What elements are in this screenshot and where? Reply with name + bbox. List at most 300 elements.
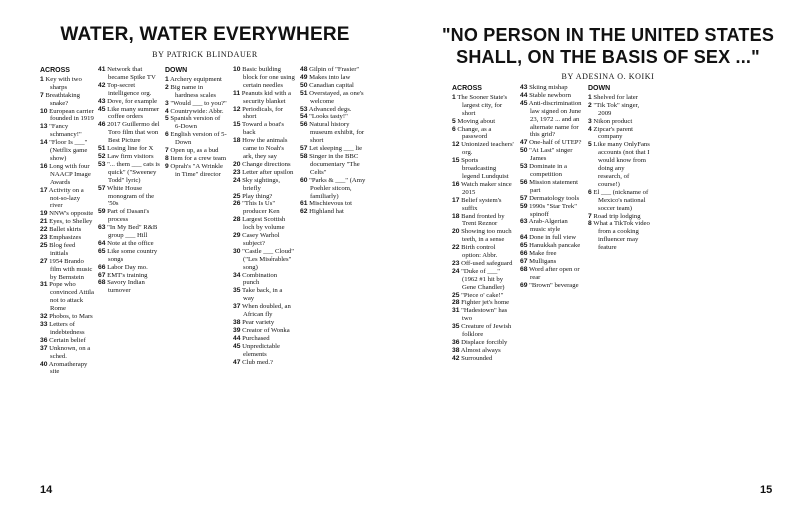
- clue: [452, 347, 514, 355]
- clue: [452, 292, 514, 300]
- clue: [520, 84, 582, 92]
- clue: [40, 163, 94, 187]
- clue-number: 64: [98, 239, 106, 247]
- clue-text: Fighter jet's home: [461, 299, 510, 307]
- clue: [233, 248, 295, 272]
- clue: [98, 161, 160, 185]
- clue-number: 57: [520, 194, 528, 202]
- clue: [588, 213, 650, 221]
- clue: [452, 260, 514, 268]
- clue-number: 44: [233, 334, 241, 342]
- left-clue-col-1: [40, 66, 94, 376]
- clue-text: Countrywide: Abbr.: [170, 107, 224, 115]
- clue-text: The Sooner State's largest city, for short: [457, 93, 508, 117]
- clue: [588, 102, 650, 118]
- clue-number: 4: [588, 125, 592, 133]
- clue: [40, 345, 94, 361]
- clue-number: 21: [40, 218, 48, 226]
- clue-heading: ACROSS: [40, 67, 70, 74]
- clue-text: Phobos, to Mars: [49, 313, 93, 321]
- clue-number: 45: [233, 342, 241, 350]
- clue: [300, 90, 366, 106]
- clue-number: 27: [40, 257, 48, 265]
- clue-text: Change directions: [242, 160, 291, 168]
- clue-text: Surrounded: [461, 354, 493, 362]
- clue-number: 15: [233, 121, 241, 129]
- clue-text: "This Is Us" producer Ken: [242, 200, 280, 216]
- right-clue-col-3: [588, 84, 650, 252]
- clue-number: 59: [520, 202, 528, 210]
- clue-heading: ACROSS: [452, 85, 482, 92]
- clue-text: Unknown, on a sched.: [49, 344, 91, 360]
- clue: [233, 161, 295, 169]
- clue-text: Sky sightings, briefly: [242, 176, 281, 192]
- clue-text: 2017 Guillermo del Toro film that won Best Picture: [107, 121, 160, 145]
- right-title-line1: "NO PERSON IN THE UNITED STATES: [441, 25, 775, 45]
- left-clue-col-4: [233, 66, 295, 366]
- clue-text: Blog feed initials: [49, 241, 76, 257]
- clue-number: 4: [165, 107, 169, 115]
- clue-number: 50: [300, 81, 308, 89]
- clue: [520, 218, 582, 234]
- clue-text: Gilpin of "Frasier": [309, 66, 360, 73]
- clue-text: "Would ___ to you?": [170, 99, 227, 107]
- clue: [40, 337, 94, 345]
- clue-text: Certain belief: [49, 336, 86, 344]
- left-page-number: 14: [40, 484, 53, 496]
- left-puzzle-title: WATER, WATER EVERYWHERE: [60, 24, 350, 45]
- clue-text: Peanuts kid with a security blanket: [241, 89, 291, 105]
- clue-text: Law firm visitors: [107, 152, 154, 160]
- clue-text: One-half of UTEP?: [529, 139, 582, 147]
- clue-text: "... them ___ cats is quick" ("Sweeney Todd" lyric): [107, 160, 160, 184]
- clue-text: Club med.?: [242, 358, 273, 366]
- clue: [40, 242, 94, 258]
- clue-number: 33: [40, 321, 48, 328]
- clue-text: Ballet skirts: [49, 226, 82, 234]
- clue: [588, 126, 650, 142]
- clue-text: "At Last" singer James: [529, 147, 573, 163]
- clue-number: 10: [40, 107, 48, 115]
- clue-number: 65: [98, 247, 106, 255]
- clue-text: Combination punch: [242, 271, 278, 287]
- clue-text: "Castle ___ Cloud" ("Les Misérables" song): [242, 247, 295, 271]
- clue: [520, 258, 582, 266]
- clue-text: Singer in the BBC documentary "The Celts": [309, 152, 360, 176]
- clue-number: 32: [40, 313, 48, 321]
- clue: [452, 181, 514, 197]
- clue-text: Stable newborn: [529, 91, 571, 99]
- clue-number: 38: [233, 319, 241, 326]
- clue-number: 35: [452, 323, 460, 331]
- clue-number: 12: [233, 105, 241, 113]
- clue: [452, 268, 514, 292]
- clue-text: "In My Bed" R&B group ___ Hill: [107, 224, 158, 240]
- clue-text: Note at the office: [107, 239, 154, 247]
- clue: [40, 361, 94, 377]
- clue-text: Overstayed, as one's welcome: [309, 89, 364, 105]
- clue-text: Mischievous tot: [309, 200, 353, 208]
- right-clue-col-2: [520, 84, 582, 290]
- clue-text: Losing line for X: [107, 145, 154, 153]
- clue-text: "Floor Is ___" (Netflix game show): [49, 139, 88, 162]
- clue: [452, 299, 514, 307]
- clue-number: 24: [452, 267, 460, 275]
- clue: [300, 153, 366, 177]
- clue-number: 3: [165, 99, 169, 107]
- clue-number: 65: [520, 242, 528, 250]
- clue-text: Zipcar's parent company: [593, 125, 634, 141]
- clue: [165, 147, 227, 155]
- clue: [233, 359, 295, 367]
- clue-number: 20: [452, 228, 460, 236]
- clue-text: Pear variety: [242, 319, 275, 326]
- clue-text: Moving about: [457, 117, 496, 125]
- clue-number: 37: [40, 344, 48, 352]
- clue-number: 18: [233, 137, 241, 145]
- clue-number: 5: [588, 141, 592, 149]
- clue-text: Pope who convinced Attila not to attack Rome: [49, 281, 95, 313]
- clue: [452, 228, 514, 244]
- clue-text: Canadian capital: [309, 81, 354, 89]
- clue-number: 2: [588, 101, 592, 109]
- clue-text: White House monogram of the '50s: [107, 184, 155, 208]
- clue: [520, 100, 582, 140]
- clue: [165, 163, 227, 179]
- clue-text: Item for a crew team: [170, 154, 227, 162]
- clue-number: 22: [452, 244, 460, 252]
- clue-number: 18: [452, 212, 460, 220]
- clue-text: Done in full view: [529, 234, 577, 242]
- clue-number: 43: [520, 84, 528, 91]
- clue-text: Birth control option: Abbr.: [461, 244, 498, 260]
- clue-number: 10: [233, 66, 241, 73]
- clue-text: Anti-discrimination law signed on June 23, 1972 ... and an alternate name for this grid?: [528, 99, 582, 139]
- left-puzzle-byline: BY PATRICK BLINDAUER: [152, 50, 258, 59]
- clue-heading: DOWN: [165, 67, 188, 74]
- clue: [300, 208, 366, 216]
- clue-text: Makes into law: [309, 73, 351, 81]
- clue: [300, 145, 366, 153]
- clue-number: 42: [98, 81, 106, 89]
- clue: [588, 189, 650, 213]
- clue-number: 16: [452, 180, 460, 188]
- clue-text: Band fronted by Trent Reznor: [461, 212, 505, 228]
- clue-text: Dove, for example: [107, 97, 158, 105]
- clue-text: Displace forcibly: [461, 339, 508, 346]
- clue-number: 9: [165, 162, 169, 170]
- clue: [300, 177, 366, 201]
- clue-number: 41: [98, 66, 106, 73]
- clue-text: Let sleeping ___ lie: [309, 145, 363, 153]
- clue-text: NNW's opposite: [49, 210, 94, 218]
- clue: [233, 232, 295, 248]
- clue: [520, 92, 582, 100]
- clue-text: Creator of Wonka: [242, 326, 290, 334]
- clue: [300, 82, 366, 90]
- clue-text: How the animals came to Noah's ark, they say: [242, 137, 288, 160]
- clue-text: "Parks & ___" (Amy Poehler sitcom, familiarly): [309, 176, 366, 200]
- clue-text: "Duke of ___" (1962 #1 hit by Gene Chandler): [461, 267, 505, 291]
- clue-number: 47: [233, 358, 241, 366]
- clue: [165, 84, 227, 100]
- clue: [40, 123, 94, 139]
- clue: [233, 303, 295, 319]
- clue: [520, 179, 582, 195]
- clue-text: Shelved for later: [593, 93, 638, 101]
- clue: [40, 76, 94, 92]
- right-clue-col-1: [452, 84, 514, 363]
- clue: [233, 106, 295, 122]
- clue: [98, 121, 160, 145]
- clue-number: 20: [233, 160, 241, 168]
- clue: [588, 94, 650, 102]
- clue-number: 66: [98, 263, 106, 271]
- clue: [233, 327, 295, 335]
- clue-number: 57: [98, 184, 106, 192]
- clue-text: Purchased: [242, 334, 270, 342]
- clue-number: 16: [40, 162, 48, 170]
- clue-text: Open up, as a bud: [170, 147, 219, 155]
- clue: [233, 216, 295, 232]
- clue-number: 40: [40, 360, 48, 368]
- clue: [233, 319, 295, 327]
- clue: [98, 272, 160, 280]
- clue: [300, 66, 366, 74]
- clue: [40, 92, 94, 108]
- clue-text: "Fancy schmancy!": [49, 123, 82, 139]
- clue-number: 34: [233, 271, 241, 279]
- clue: [98, 82, 160, 98]
- clue-text: Creature of Jewish folklore: [461, 323, 512, 339]
- clue: [452, 307, 514, 323]
- clue: [233, 169, 295, 177]
- clue-number: 14: [40, 139, 48, 147]
- clue-number: 62: [300, 208, 308, 216]
- clue: [452, 244, 514, 260]
- left-clue-col-2: [98, 66, 160, 295]
- clue: [40, 226, 94, 234]
- clue-number: 6: [165, 131, 169, 139]
- clue: [520, 163, 582, 179]
- clue: [452, 213, 514, 229]
- clue-text: Dominate in a competition: [529, 163, 568, 178]
- clue: [98, 264, 160, 272]
- clue-number: 5: [452, 117, 456, 125]
- clue-text: Key with two sharps: [45, 75, 82, 91]
- clue: [588, 118, 650, 126]
- clue-text: Off-used safeguard: [461, 259, 513, 267]
- clue-number: 8: [588, 220, 592, 228]
- clue: [452, 126, 514, 142]
- clue-number: 1: [452, 93, 456, 101]
- clue-text: Unpredictable elements: [242, 342, 281, 358]
- clue: [520, 203, 582, 219]
- clue-number: 46: [98, 121, 106, 129]
- clue-number: 13: [40, 123, 48, 131]
- clue: [452, 323, 514, 339]
- clue-text: Periodicals, for short: [242, 105, 283, 121]
- clue-number: 42: [452, 354, 460, 362]
- clue: [233, 90, 295, 106]
- clue: [40, 321, 94, 337]
- clue-text: Highland hat: [309, 208, 344, 216]
- clue: [300, 113, 366, 121]
- clue: [233, 121, 295, 137]
- clue: [233, 287, 295, 303]
- clue-number: 36: [40, 336, 48, 344]
- clue-number: 56: [300, 121, 308, 129]
- clue-number: 7: [40, 91, 44, 99]
- clue: [300, 200, 366, 208]
- clue-text: Nikon product: [593, 117, 633, 125]
- clue: [452, 141, 514, 157]
- clue-text: Mission statement part: [529, 178, 578, 194]
- clue: [165, 155, 227, 163]
- clue-text: Part of Dasani's process: [107, 208, 150, 224]
- clue-number: 39: [233, 326, 241, 334]
- clue-text: Change, as a password: [457, 125, 492, 141]
- clue: [233, 137, 295, 161]
- clue: [165, 108, 227, 116]
- left-clue-col-3: [165, 66, 227, 179]
- clue-number: 29: [233, 232, 241, 240]
- clue-text: Labor Day mo.: [107, 263, 148, 271]
- clue-number: 28: [452, 299, 460, 307]
- clue-number: 7: [588, 212, 592, 220]
- clue-text: Activity on a not-so-lazy river: [48, 186, 84, 210]
- clue-number: 58: [300, 152, 308, 160]
- clue: [520, 195, 582, 203]
- clue-text: English version of 5-Down: [170, 131, 227, 147]
- clue-number: 45: [520, 99, 528, 107]
- clue-number: 54: [300, 113, 308, 121]
- clue-number: 23: [233, 168, 241, 176]
- clue-number: 60: [300, 176, 308, 184]
- clue-text: "Piece o' cake!": [461, 291, 504, 299]
- clue-number: 66: [520, 250, 528, 258]
- clue-text: Road trip lodging: [593, 212, 641, 220]
- clue-number: 25: [233, 192, 241, 200]
- clue: [520, 147, 582, 163]
- clue-text: Belief system's suffix: [461, 196, 502, 212]
- clue-text: Take back, in a way: [242, 287, 283, 303]
- clue: [300, 74, 366, 82]
- clue-number: 68: [520, 265, 528, 273]
- clue-number: 25: [40, 241, 48, 249]
- clue-text: Play thing?: [242, 192, 273, 200]
- clue-text: Like some country songs: [107, 247, 158, 263]
- clue-number: 24: [233, 176, 241, 184]
- clue: [98, 248, 160, 264]
- clue-number: 25: [452, 291, 460, 299]
- clue-number: 28: [233, 216, 241, 224]
- clue-text: Like many summer coffee orders: [107, 105, 160, 121]
- clue-text: Dermatology tools: [529, 194, 580, 202]
- clue: [98, 66, 160, 82]
- clue-number: 68: [98, 279, 106, 287]
- clue-number: 56: [520, 178, 528, 186]
- clue-text: Natural history museum exhibit, for short: [309, 121, 365, 145]
- clue-number: 37: [233, 303, 241, 311]
- clue-text: Mulligans: [529, 257, 557, 265]
- clue-text: Spanish version of 6-Down: [170, 115, 221, 131]
- clue-number: 63: [98, 224, 106, 232]
- clue-number: 49: [300, 73, 308, 81]
- clue: [98, 98, 160, 106]
- clue-text: Word after open or rear: [529, 265, 580, 281]
- clue-number: 7: [165, 147, 169, 155]
- clue: [233, 193, 295, 201]
- clue: [40, 187, 94, 211]
- clue-text: European carrier founded in 1919: [49, 107, 94, 123]
- clue-text: Toward a boat's back: [242, 121, 284, 137]
- clue-number: 69: [520, 281, 528, 289]
- clue: [40, 108, 94, 124]
- clue-number: 1: [40, 75, 44, 83]
- clue-number: 57: [300, 145, 308, 153]
- clue: [520, 250, 582, 258]
- clue-number: 19: [40, 210, 48, 218]
- right-title-line2: SHALL, ON THE BASIS OF SEX ...": [456, 47, 760, 67]
- clue-number: 5: [165, 115, 169, 123]
- clue-number: 8: [165, 154, 169, 162]
- clue-number: 23: [40, 234, 48, 242]
- clue: [520, 139, 582, 147]
- clue: [452, 355, 514, 363]
- clue-number: 6: [588, 188, 592, 196]
- clue-number: 51: [300, 89, 308, 97]
- clue-number: 36: [452, 339, 460, 346]
- clue: [98, 279, 160, 295]
- clue-number: 35: [233, 287, 241, 295]
- clue-heading: DOWN: [588, 85, 611, 92]
- clue-text: Like many OnlyFans accounts (not that I would know from doing any research, of course!): [593, 141, 650, 188]
- clue-number: 67: [98, 271, 106, 279]
- clue: [520, 266, 582, 282]
- clue: [40, 258, 94, 282]
- clue-number: 1: [588, 93, 592, 101]
- clue: [452, 339, 514, 347]
- clue: [165, 100, 227, 108]
- clue-text: Eyes, to Shelley: [49, 218, 93, 226]
- clue-number: 30: [233, 247, 241, 255]
- clue-text: Make free: [529, 250, 557, 258]
- clue: [40, 218, 94, 226]
- clue-number: 38: [452, 346, 460, 354]
- clue-number: 53: [300, 105, 308, 113]
- clue-text: Largest Scottish loch by volume: [242, 216, 286, 232]
- clue: [165, 76, 227, 84]
- clue-text: Advanced degs.: [308, 105, 352, 113]
- clue-number: 22: [40, 226, 48, 234]
- clue-text: "Hadestown" has two: [461, 307, 508, 323]
- clue: [300, 106, 366, 114]
- clue-number: 43: [98, 97, 106, 105]
- clue-number: 64: [520, 234, 528, 242]
- clue-number: 31: [40, 281, 48, 289]
- clue-text: Long with four NAACP Image Awards: [49, 162, 91, 186]
- clue-text: Arab-Algerian music style: [528, 218, 568, 234]
- clue: [165, 115, 227, 131]
- clue-text: Watch maker since 2015: [461, 180, 512, 196]
- clue-text: Emphasizes: [49, 234, 82, 242]
- clue-number: 17: [452, 196, 460, 204]
- clue-number: 26: [233, 200, 241, 208]
- clue: [452, 118, 514, 126]
- clue: [98, 185, 160, 209]
- clue-text: Top-secret intelligence org.: [107, 81, 152, 97]
